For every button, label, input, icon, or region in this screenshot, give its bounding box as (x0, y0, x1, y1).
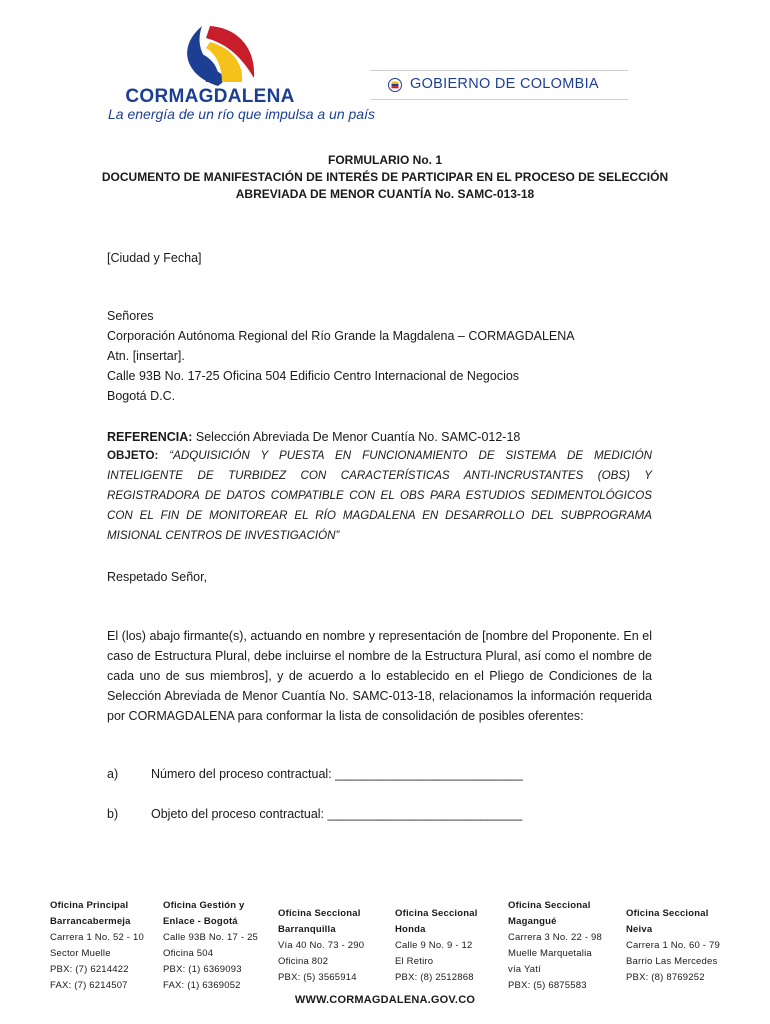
cormagdalena-logo (108, 18, 375, 128)
reference-label: REFERENCIA: (107, 430, 193, 444)
reference-line (107, 427, 520, 447)
office-heading: Oficina Seccional (278, 908, 361, 919)
brand-name: CORMAGDALENA (125, 86, 295, 107)
office-line: Oficina 504 (163, 948, 214, 959)
office-heading: Oficina Principal (50, 900, 129, 911)
footer-website: WWW.CORMAGDALENA.GOV.CO (294, 994, 476, 1006)
recipient-line: Bogotá D.C. (107, 389, 176, 403)
office-line: Barrio Las Mercedes (626, 956, 718, 967)
government-logo (370, 70, 630, 100)
office-heading: Oficina Seccional (508, 900, 591, 911)
divider (370, 99, 628, 100)
office-heading: Oficina Gestión y (163, 900, 245, 911)
city-date: [Ciudad y Fecha] (107, 251, 202, 265)
office-line: Muelle Marquetalia (508, 948, 592, 959)
office-magangue (508, 898, 606, 994)
office-heading: Barrancabermeja (50, 916, 131, 927)
office-heading: Enlace - Bogotá (163, 916, 238, 927)
objeto-paragraph (107, 446, 652, 546)
office-line: PBX: (7) 6214422 (50, 964, 129, 975)
office-barrancabermeja (50, 898, 148, 994)
office-honda (395, 906, 491, 986)
item-text: Número del proceso contractual: ___________________________ (151, 767, 523, 781)
recipient-line: Señores (107, 309, 154, 323)
government-name: GOBIERNO DE COLOMBIA (410, 76, 599, 92)
office-heading: Barranquilla (278, 924, 336, 935)
office-line: Calle 9 No. 9 - 12 (395, 940, 473, 951)
colombia-seal-icon (388, 78, 402, 92)
item-letter: b) (107, 807, 119, 821)
office-line: PBX: (1) 6369093 (163, 964, 242, 975)
office-line: Oficina 802 (278, 956, 329, 967)
form-title (40, 152, 730, 203)
objeto-label: OBJETO: (107, 449, 159, 462)
recipient-line: Corporación Autónoma Regional del Río Grande la Magdalena – CORMAGDALENA (107, 329, 575, 343)
item-letter: a) (107, 767, 119, 781)
river-flame-icon (110, 18, 310, 88)
office-barranquilla (278, 906, 376, 986)
office-line: El Retiro (395, 956, 434, 967)
office-line: Calle 93B No. 17 - 25 (163, 932, 259, 943)
reference-text: Selección Abreviada De Menor Cuantía No. SAMC-012-18 (192, 430, 521, 444)
recipient-line: Calle 93B No. 17-25 Oficina 504 Edificio Centro Internacional de Negocios (107, 369, 520, 383)
item-text: Objeto del proceso contractual: ____________________________ (151, 807, 523, 821)
body-paragraph: El (los) abajo firmante(s), actuando en nombre y representación de [nombre del Proponente. En el caso de Estructura Plural, debe incluirse el nombre de la Estructura Plural, así como el nombre de cada uno de sus miembros], y de acuerdo a lo establecido en el Pliego de Condiciones de la Selección Abreviada de Menor Cuantía No. SAMC-013-18, relacionamos la información requerida por CORMAGDALENA para conformar la lista de consolidación de posibles oferentes: (107, 629, 652, 723)
office-line: FAX: (7) 6214507 (50, 980, 128, 991)
office-line: PBX: (8) 2512868 (395, 972, 474, 983)
office-line: Carrera 1 No. 52 - 10 (50, 932, 144, 943)
brand-tagline: La energía de un río que impulsa a un país (108, 106, 375, 122)
title-line: FORMULARIO No. 1 (328, 153, 442, 167)
office-line: Sector Muelle (50, 948, 111, 959)
office-line: PBX: (5) 3565914 (278, 972, 357, 983)
objeto-text: “ADQUISICIÓN Y PUESTA EN FUNCIONAMIENTO DE SISTEMA DE MEDICIÓN INTELIGENTE DE TURBIDEZ CON CARACTERÍSTICAS ANTI-INCRUSTANTES (OBS) Y REGISTRADORA DE DATOS COMPATIBLE CON EL OBS PARA ESTUDIOS SEDIMENTOLÓGICOS CON EL FIN DE MONITOREAR EL RÍO MAGDALENA EN DESARROLLO DEL SUBPROGRAMA MISIONAL CENTROS DE INVESTIGACIÓN” (107, 449, 652, 542)
office-heading: Oficina Seccional (626, 908, 709, 919)
office-line: PBX: (5) 6875583 (508, 980, 587, 991)
office-heading: Honda (395, 924, 426, 935)
office-line: Carrera 3 No. 22 - 98 (508, 932, 602, 943)
office-line: Vía 40 No. 73 - 290 (278, 940, 365, 951)
title-line: ABREVIADA DE MENOR CUANTÍA No. SAMC-013-18 (235, 187, 535, 201)
recipient-line: Atn. [insertar]. (107, 349, 185, 363)
office-heading: Neiva (626, 924, 653, 935)
greeting: Respetado Señor, (107, 570, 208, 584)
office-bogota (163, 898, 263, 994)
office-neiva (626, 906, 722, 986)
office-line: PBX: (8) 8769252 (626, 972, 705, 983)
office-line: Carrera 1 No. 60 - 79 (626, 940, 720, 951)
office-heading: Oficina Seccional (395, 908, 478, 919)
office-line: FAX: (1) 6369052 (163, 980, 241, 991)
divider (370, 70, 628, 71)
title-line: DOCUMENTO DE MANIFESTACIÓN DE INTERÉS DE PARTICIPAR EN EL PROCESO DE SELECCIÓN (101, 170, 669, 184)
office-line: vía Yatí (508, 964, 541, 975)
office-heading: Magangué (508, 916, 557, 927)
